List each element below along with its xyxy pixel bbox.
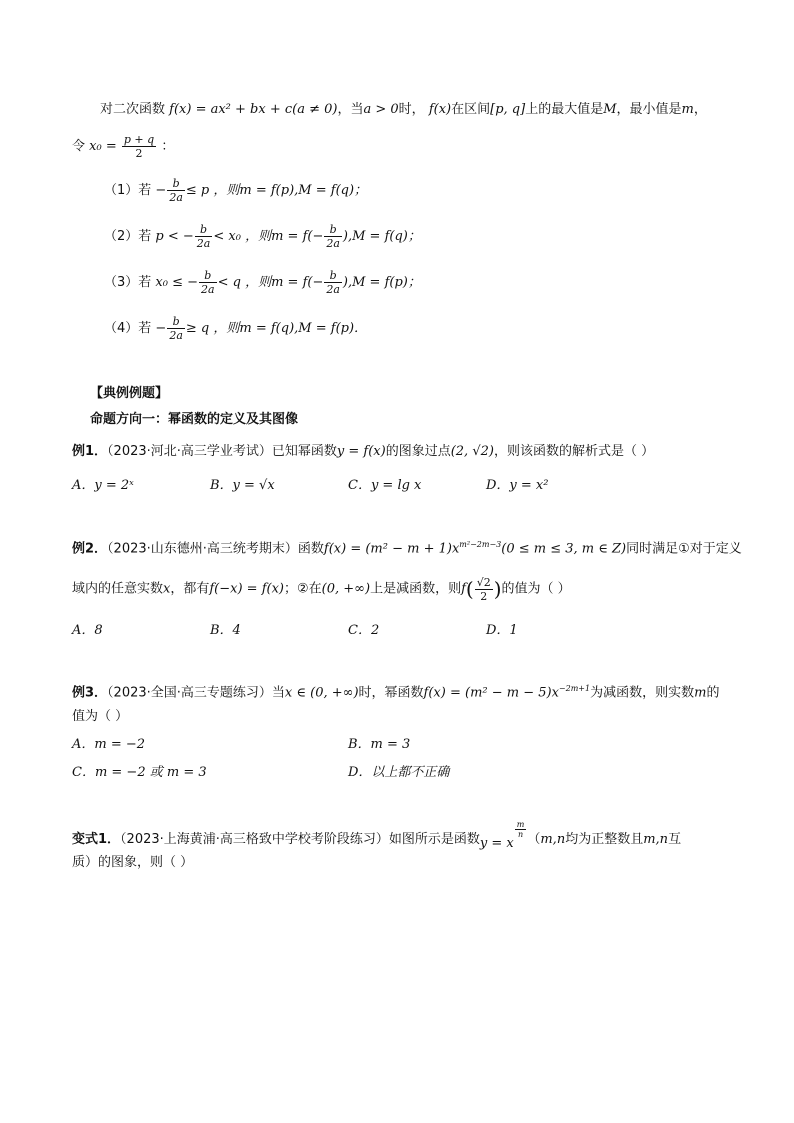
ex3-option-b[interactable]: B．m = 3 [348, 737, 411, 752]
case-2: （2）若 p < − $\frac{b}{2a}$ < x₀ ，则m = f(− $\frac{b}{2a}$ ),M = f(q)； [104, 223, 421, 250]
ex3-option-d[interactable]: D．以上都不正确 [348, 765, 450, 780]
variant-1-line-1: 变式1．（2023·上海黄浦·高三格致中学校考阶段练习）如图所示是函数y = x $\frac{m}{n}$ （m,n均为正整数且m,n互 [72, 820, 682, 851]
section-title: 【典例例题】 [90, 386, 169, 401]
ex2-option-d[interactable]: D．1 [486, 623, 518, 638]
case-3: （3）若 x₀ ≤ − $\frac{b}{2a}$ < q ，则m = f(− $\frac{b}{2a}$ ),M = f(p)； [104, 269, 421, 296]
variant-1-line-2: 质）的图象，则（ ） [72, 855, 194, 870]
ex1-option-d[interactable]: D．y = x² [486, 478, 549, 493]
ex1-option-c[interactable]: C．y = lg x [348, 478, 422, 493]
ex1-option-b[interactable]: B．y = √x [210, 478, 275, 493]
x0-fraction: $\frac{p + q}{2}$ [123, 133, 155, 160]
ex3-option-a[interactable]: A．m = −2 [72, 737, 146, 752]
example-2-line-1: 例2．（2023·山东德州·高三统考期末）函数$f(x) = (m^2 - m + 1)x^{m^2-2m-3}(0 \le m \le 3$, m ∈ Z)同时满足①对于定义 [72, 540, 742, 557]
intro-line-2: 令 x₀ = $\frac{p + q}{2}$ ： [72, 133, 175, 160]
example-1: 例1．（2023·河北·高三学业考试）已知幂函数y = f(x)的图象过点(2, √2)，则该函数的解析式是（ ） [72, 444, 655, 459]
ex1-option-a[interactable]: A．y = 2ˣ [72, 478, 134, 493]
ex2-option-b[interactable]: B．4 [210, 623, 241, 638]
intro-line-1: 对二次函数 f(x) = ax² + bx + c(a ≠ 0)，当a > 0时， f(x)在区间[p, q]上的最大值是M，最小值是m， [100, 102, 707, 117]
example-3-line-2: 值为（ ） [72, 709, 129, 724]
example-2-line-2: 域内的任意实数x，都有f(−x) = f(x)；②在(0, +∞)上是减函数，则f( $\frac{√2}{2}$ )的值为（ ） [72, 575, 571, 603]
ex2-option-a[interactable]: A．8 [72, 623, 103, 638]
case-4: （4）若 − $\frac{b}{2a}$ ≥ q ，则m = f(q),M = f(p)． [104, 315, 368, 342]
case-1: （1）若 − $\frac{b}{2a}$ ≤ p ，则m = f(p),M = f(q)； [104, 177, 368, 204]
ex3-option-c[interactable]: C．m = −2 或 m = 3 [72, 765, 207, 780]
example-3-line-1: 例3．（2023·全国·高三专题练习）当x ∈ (0, +∞)时，幂函数$f(x) = (m^2 - m - 5)x^{-2m+1}$为减函数，则实数m的 [72, 684, 720, 701]
ex2-option-c[interactable]: C．2 [348, 623, 380, 638]
subsection-title: 命题方向一：幂函数的定义及其图像 [90, 412, 299, 427]
